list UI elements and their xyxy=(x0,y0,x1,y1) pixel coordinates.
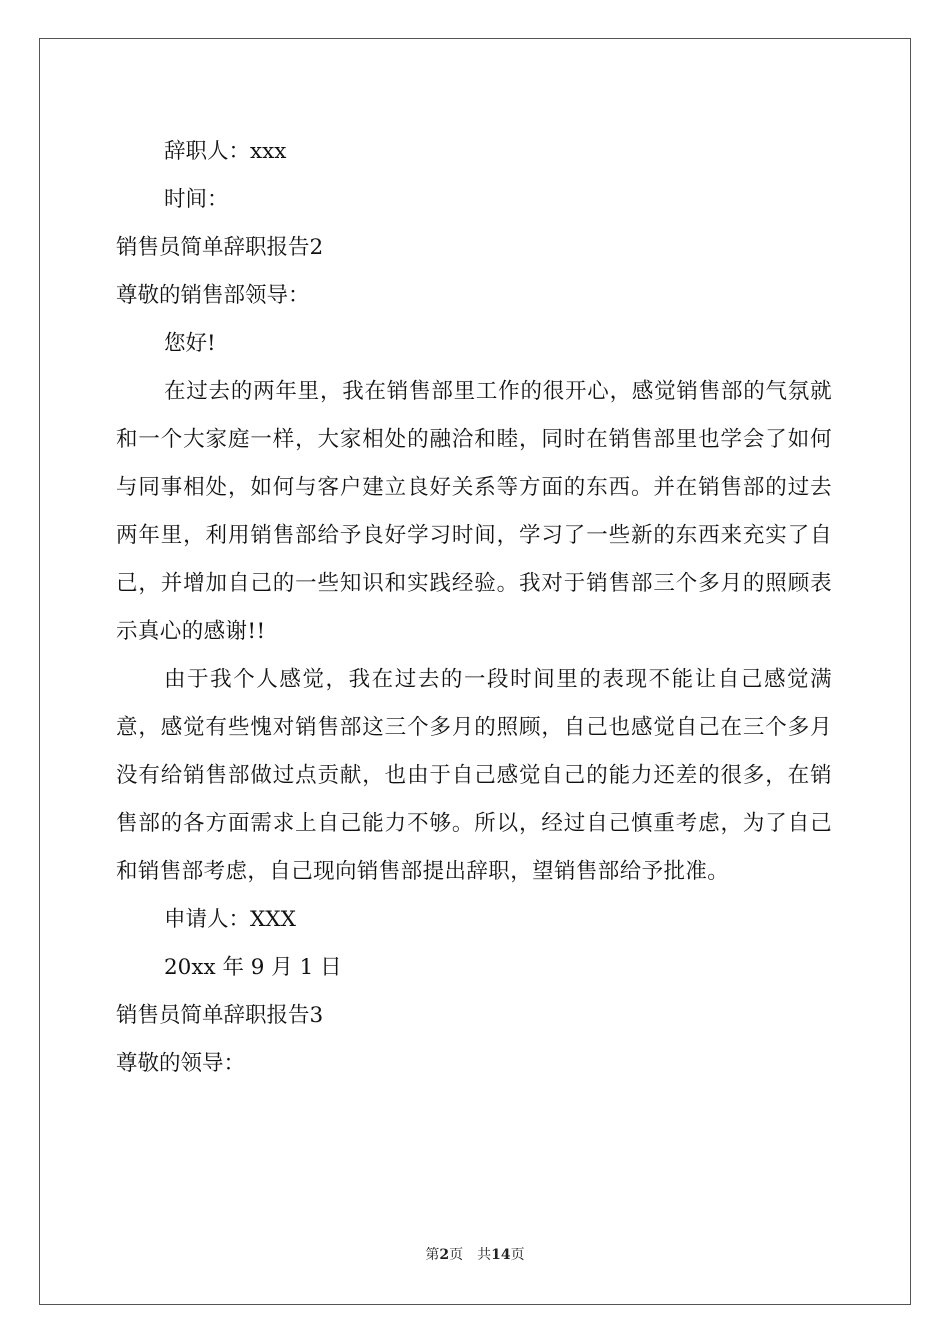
time-line: 时间： xyxy=(164,187,229,212)
page-footer xyxy=(0,1244,950,1264)
salutation-2: 尊敬的销售部领导： xyxy=(116,283,310,308)
section-title-3: 销售员简单辞职报告3 xyxy=(116,1003,324,1028)
page-suffix: 页 xyxy=(449,1247,464,1263)
salutation-3: 尊敬的领导： xyxy=(116,1051,246,1076)
section-title-2: 销售员简单辞职报告2 xyxy=(116,235,324,260)
page-prefix: 第 xyxy=(425,1247,440,1263)
date-line: 20xx 年 9 月 1 日 xyxy=(164,955,342,980)
total-prefix: 共 xyxy=(477,1247,492,1263)
total-pages: 14 xyxy=(491,1247,511,1263)
page-number: 2 xyxy=(439,1247,450,1263)
total-suffix: 页 xyxy=(510,1247,525,1263)
greeting-line: 您好! xyxy=(164,331,216,356)
resigner-line: 辞职人：xxx xyxy=(164,139,287,164)
paragraph-1: 在过去的两年里，我在销售部里工作的很开心，感觉销售部的气氛就和一个大家庭一样，大家相处的融洽和睦，同时在销售部里也学会了如何与同事相处，如何与客户建立良好关系等方面的东西。并在销售部的过去两年里，利用销售部给予良好学习时间，学习了一些新的东西来充实了自己，并增加自己的一些知识和实践经验。我对于销售部三个多月的照顾表示真心的感谢!! xyxy=(116,379,832,644)
paragraph-2: 由于我个人感觉，我在过去的一段时间里的表现不能让自己感觉满意，感觉有些愧对销售部这三个多月的照顾，自己也感觉自己在三个多月没有给销售部做过点贡献，也由于自己感觉自己的能力还差的很多，在销售部的各方面需求上自己能力不够。所以，经过自己慎重考虑，为了自己和销售部考虑，自己现向销售部提出辞职，望销售部给予批准。 xyxy=(116,667,832,884)
document-body xyxy=(116,128,832,1088)
applicant-line: 申请人：XXX xyxy=(164,907,296,932)
